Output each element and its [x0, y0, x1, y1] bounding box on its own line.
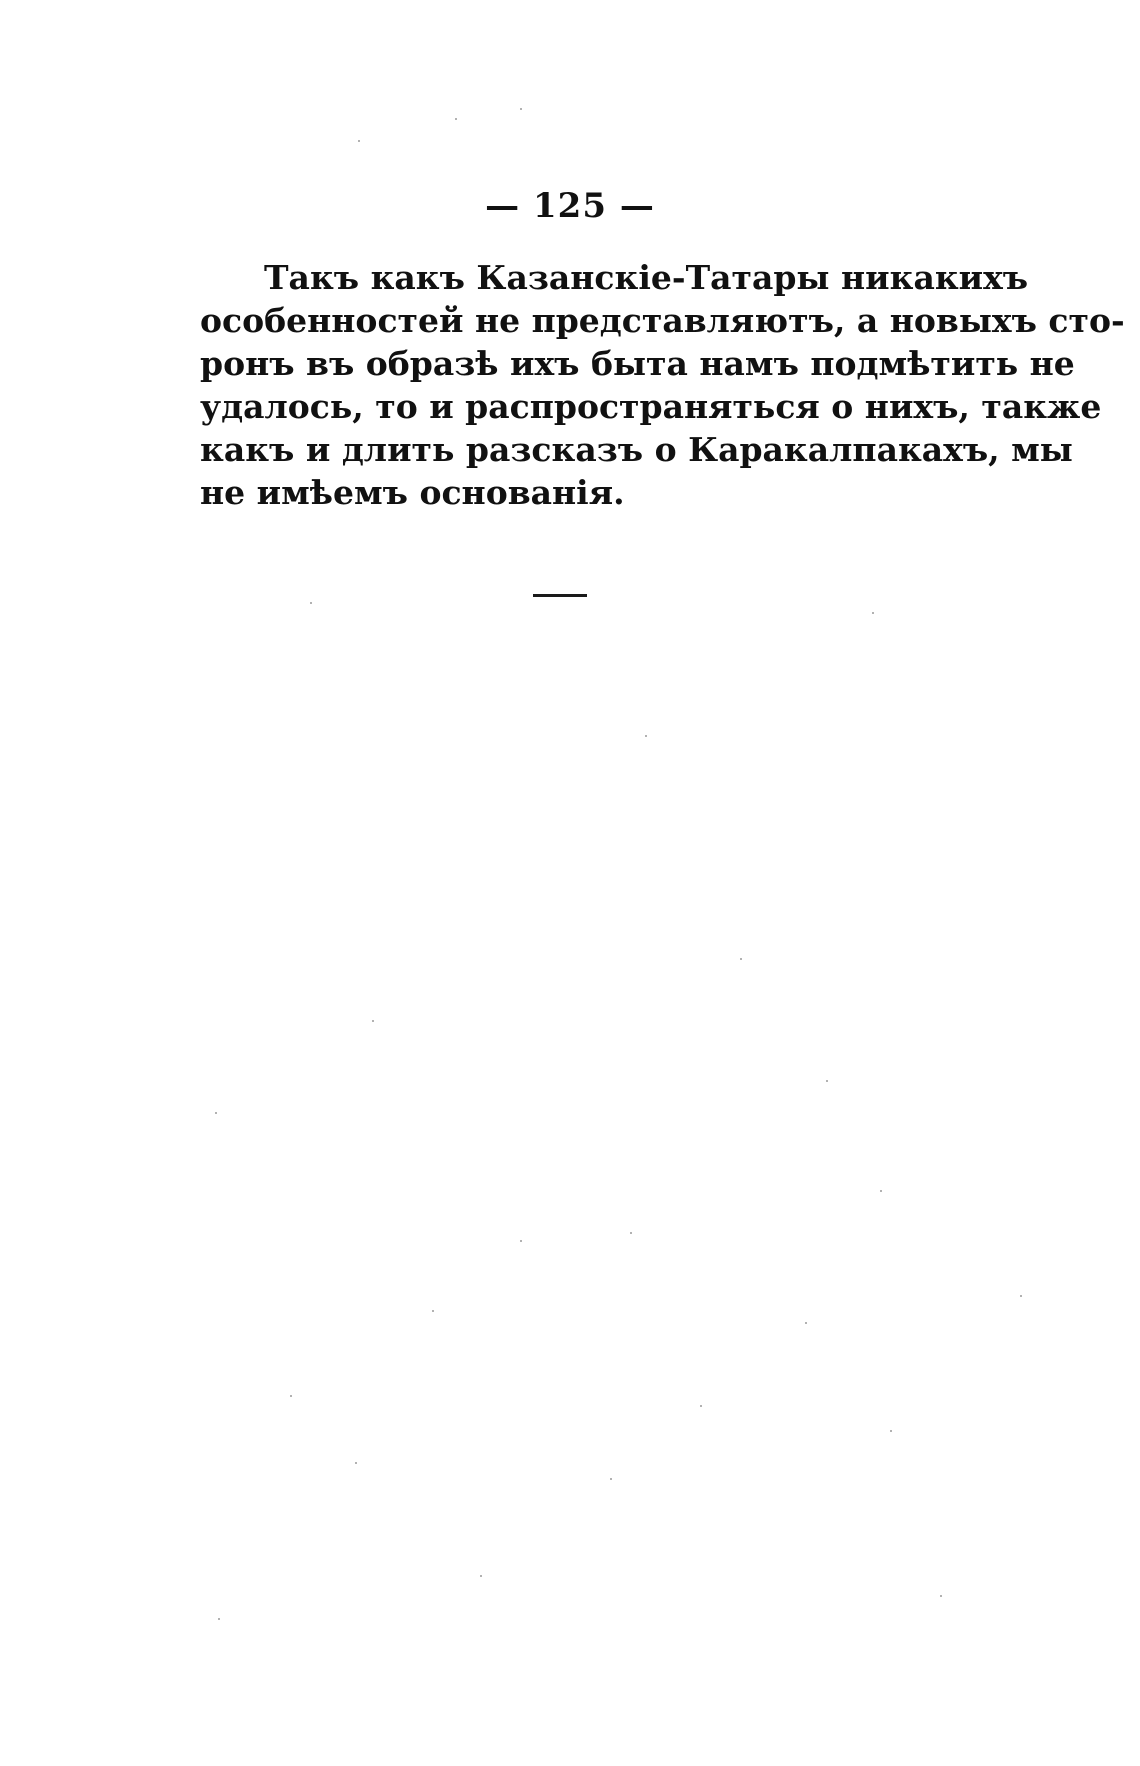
scan-speck — [480, 1575, 482, 1577]
scan-speck — [740, 958, 742, 960]
scan-speck — [1020, 1295, 1022, 1297]
scan-speck — [872, 612, 874, 614]
paragraph — [200, 256, 1125, 514]
scan-speck — [310, 602, 312, 604]
scan-speck — [880, 1190, 882, 1192]
paragraph-line: не имѣемъ основанія. — [200, 473, 625, 512]
paragraph-line: ронъ въ образѣ ихъ быта намъ подмѣтить не — [200, 344, 1075, 383]
scan-speck — [610, 1478, 612, 1480]
scan-speck — [805, 1322, 807, 1324]
paragraph-line: Такъ какъ Казанскіе-Татары никакихъ — [264, 258, 1029, 297]
scan-speck — [355, 1462, 357, 1464]
scan-speck — [520, 108, 522, 110]
scan-speck — [645, 735, 647, 737]
scan-speck — [700, 1405, 702, 1407]
scan-speck — [215, 1112, 217, 1114]
scan-speck — [432, 1310, 434, 1312]
scan-speck — [826, 1080, 828, 1082]
paragraph-line: особенностей не представляютъ, а новыхъ сто- — [200, 301, 1125, 340]
scan-speck — [940, 1595, 942, 1597]
scan-speck — [218, 1618, 220, 1620]
scan-speck — [630, 1232, 632, 1234]
scan-speck — [290, 1395, 292, 1397]
scan-speck — [520, 1240, 522, 1242]
section-end-rule — [533, 594, 587, 597]
scan-speck — [358, 140, 360, 142]
scan-speck — [890, 1430, 892, 1432]
page-number: — 125 — — [485, 186, 655, 226]
scan-speck — [372, 1020, 374, 1022]
paragraph-line: какъ и длить разсказъ о Каракалпакахъ, мы — [200, 430, 1073, 469]
paragraph-line: удалось, то и распространяться о нихъ, также — [200, 387, 1102, 426]
scan-speck — [455, 118, 457, 120]
